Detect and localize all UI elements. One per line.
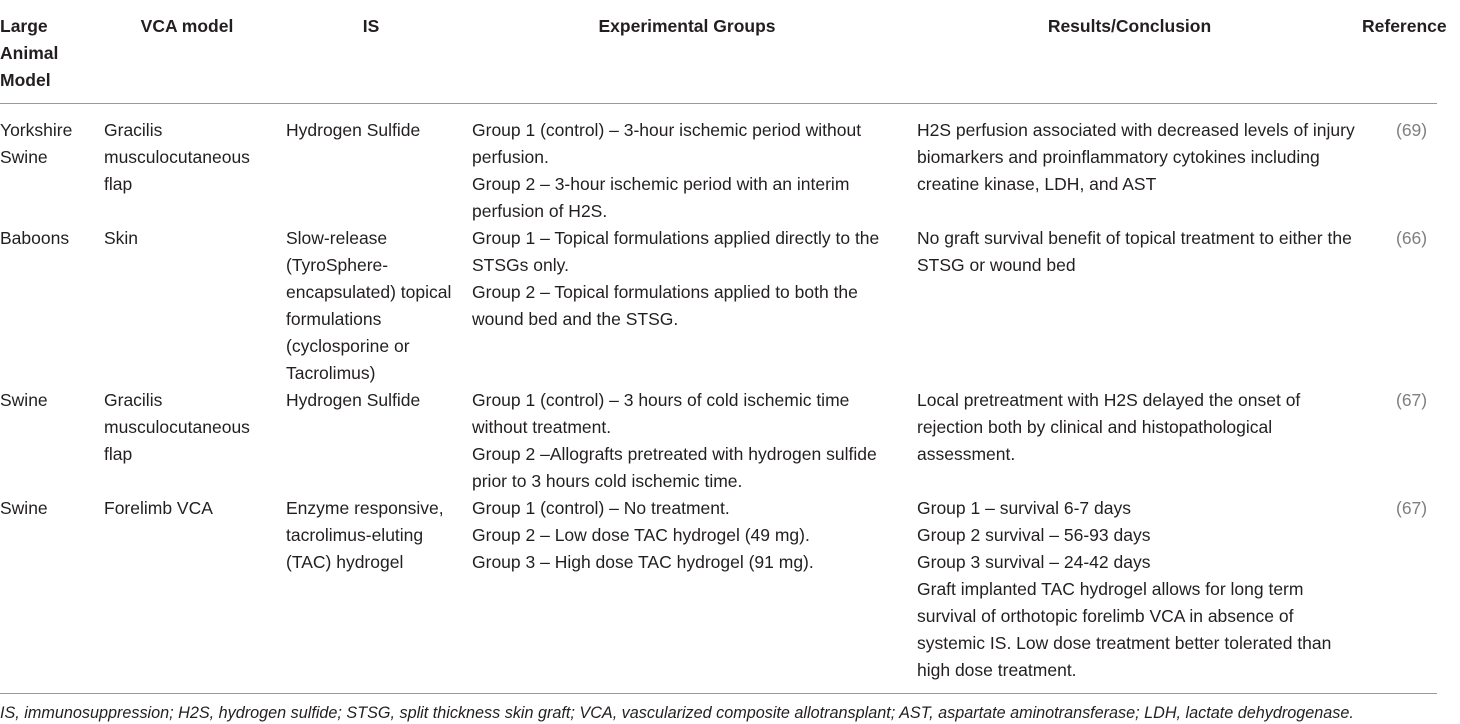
- row-3-group-1: Group 1 (control) – 3 hours of cold ischemic time without treatment.: [472, 390, 850, 437]
- row-3-vca-model: Gracilis musculocutaneous flap: [104, 390, 250, 464]
- row-1-group-1: Group 1 (control) – 3-hour ischemic period without perfusion.: [472, 120, 862, 167]
- row-3-animal: Swine: [0, 390, 48, 410]
- table-bottom-divider: [0, 693, 1437, 694]
- row-1-is: Hydrogen Sulfide: [286, 120, 421, 140]
- row-3-is: Hydrogen Sulfide: [286, 390, 421, 410]
- row-3-result-1: Local pretreatment with H2S delayed the onset of rejection both by clinical and histopathological assessment.: [917, 390, 1301, 464]
- row-4-result-2: Group 2 survival – 56-93 days: [917, 525, 1151, 545]
- row-3-group-2: Group 2 –Allografts pretreated with hydrogen sulfide prior to 3 hours cold ischemic time.: [472, 444, 877, 491]
- row-4-results: [917, 495, 1357, 684]
- row-3-results: [917, 387, 1357, 468]
- row-3-reference: (67): [1396, 390, 1428, 410]
- header-is: IS: [362, 16, 380, 36]
- row-4-group-1: Group 1 (control) – No treatment.: [472, 498, 730, 518]
- row-2-vca-model: Skin: [104, 228, 139, 248]
- row-1-animal: Yorkshire Swine: [0, 120, 73, 167]
- header-divider: [0, 103, 1437, 104]
- row-4-vca-model: Forelimb VCA: [104, 498, 213, 518]
- row-1-vca-model: Gracilis musculocutaneous flap: [104, 120, 250, 194]
- row-1-groups: [472, 117, 904, 225]
- header-results: Results/Conclusion: [1047, 16, 1212, 36]
- row-4-is: Enzyme responsive, tacrolimus-eluting (TAC) hydrogel: [286, 498, 444, 572]
- row-1-group-2: Group 2 – 3-hour ischemic period with an interim perfusion of H2S.: [472, 174, 850, 221]
- header-large-animal-model: Large Animal Model: [0, 16, 59, 90]
- row-4-animal: Swine: [0, 498, 48, 518]
- row-1-results: [917, 117, 1357, 198]
- header-reference: Reference: [1362, 16, 1447, 36]
- row-4-result-1: Group 1 – survival 6-7 days: [917, 498, 1131, 518]
- table-footnote: IS, immunosuppression; H2S, hydrogen sulfide; STSG, split thickness skin graft; VCA, vascularized composite allotransplant; AST, aspartate aminotransferase; LDH, lactate dehydrogenase.: [0, 704, 1354, 722]
- row-1-result-1: H2S perfusion associated with decreased levels of injury biomarkers and proinflammatory cytokines including creatine kinase, LDH, and AST: [917, 120, 1355, 194]
- row-4-groups: [472, 495, 904, 576]
- row-1-reference: (69): [1396, 120, 1428, 140]
- row-3-groups: [472, 387, 904, 495]
- row-2-is: Slow-release (TyroSphere-encapsulated) topical formulations (cyclosporine or Tacrolimus): [286, 228, 452, 383]
- row-4-result-3: Group 3 survival – 24-42 days: [917, 552, 1151, 572]
- row-4-reference: (67): [1396, 498, 1428, 518]
- header-vca-model: VCA model: [140, 16, 234, 36]
- row-2-group-1: Group 1 – Topical formulations applied directly to the STSGs only.: [472, 228, 880, 275]
- row-2-group-2: Group 2 – Topical formulations applied to both the wound bed and the STSG.: [472, 282, 858, 329]
- row-4-result-4: Graft implanted TAC hydrogel allows for long term survival of orthotopic forelimb VCA in absence of systemic IS. Low dose treatment better tolerated than high dose treatment.: [917, 579, 1332, 680]
- row-2-result-1: No graft survival benefit of topical treatment to either the STSG or wound bed: [917, 228, 1352, 275]
- row-2-animal: Baboons: [0, 228, 70, 248]
- row-4-group-2: Group 2 – Low dose TAC hydrogel (49 mg).: [472, 525, 810, 545]
- row-2-groups: [472, 225, 904, 333]
- row-2-results: [917, 225, 1357, 279]
- header-experimental-groups: Experimental Groups: [598, 16, 776, 36]
- row-2-reference: (66): [1396, 228, 1428, 248]
- row-4-group-3: Group 3 – High dose TAC hydrogel (91 mg).: [472, 552, 814, 572]
